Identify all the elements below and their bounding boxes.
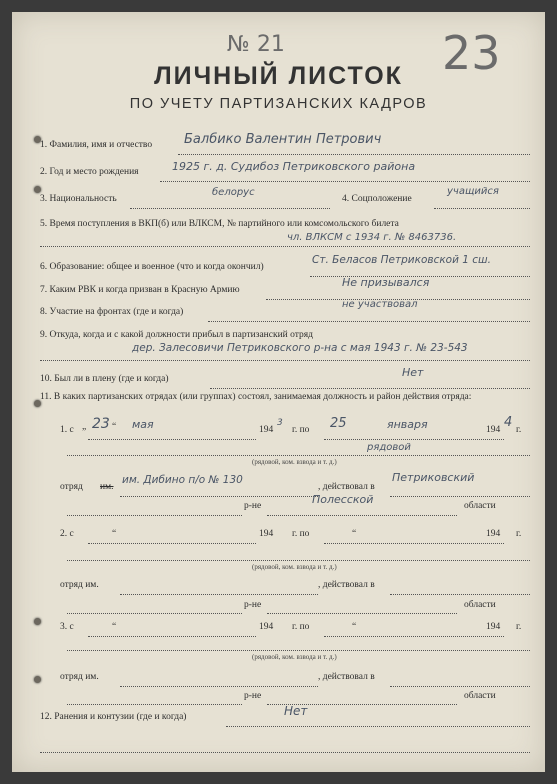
field-3-label: 3. Национальность	[40, 194, 117, 204]
field-5-value: чл. ВЛКСМ с 1934 г. № 8463736.	[287, 232, 457, 243]
field-3-line	[130, 208, 330, 209]
field-4-label: 4. Соцположение	[342, 194, 412, 204]
entry-2-unit-line	[120, 594, 318, 595]
entry-3-oblast-label: области	[464, 691, 496, 701]
punch-hole	[34, 618, 41, 625]
field-8-line	[208, 321, 530, 322]
entry-3-line-from	[88, 636, 256, 637]
document-sheet	[12, 12, 545, 772]
field-12-value: Нет	[284, 704, 308, 718]
entry-3-position-hint: (рядовой, ком. взвода и т. д.)	[252, 653, 337, 661]
entry-2-num: 2. с	[60, 529, 74, 539]
entry-3-num: 3. с	[60, 622, 74, 632]
field-1-line	[178, 154, 530, 155]
entry-3-rayon: р-не	[244, 691, 262, 701]
entry-2-position-hint: (рядовой, ком. взвода и т. д.)	[252, 563, 337, 571]
entry-1-to-word: г. по	[292, 425, 310, 435]
entry-2-quote-close: “	[112, 529, 117, 539]
entry-1-otryad: отряд	[60, 482, 83, 492]
entry-1-unit-line	[120, 496, 318, 497]
entry-1-oblast-line	[267, 515, 457, 516]
field-7-label: 7. Каким РВК и когда призван в Красную Армию	[40, 285, 240, 295]
entry-3-to-word: г. по	[292, 622, 310, 632]
field-3-value: белорус	[212, 187, 255, 198]
entry-1-region-line	[390, 496, 530, 497]
field-1-label: 1. Фамилия, имя и отчество	[40, 140, 153, 150]
entry-3-quote-close-2: “	[352, 622, 357, 632]
entry-1-im-strike: им.	[100, 482, 114, 492]
entry-1-unit: им. Дибино п/о № 130	[122, 474, 243, 486]
entry-2-rayon-line	[67, 613, 242, 614]
entry-1-acted-in: , действовал в	[318, 482, 375, 492]
entry-2-acted-in: , действовал в	[318, 580, 375, 590]
entry-2-year-prefix: 194	[259, 529, 274, 539]
entry-3-unit-line	[120, 686, 318, 687]
entry-1-year-prefix: 194	[259, 425, 274, 435]
entry-3-region-line	[390, 686, 530, 687]
field-9-label: 9. Откуда, когда и с какой должности прибыл в партизанский отряд	[40, 330, 313, 340]
field-5-label: 5. Время поступления в ВКП(б) или ВЛКСМ, № партийного или комсомольского билета	[40, 219, 399, 229]
entry-3-line-to	[324, 636, 504, 637]
field-11-label	[40, 390, 536, 404]
field-12-label: 12. Ранения и контузии (где и когда)	[40, 712, 187, 722]
field-8-value: не участвовал	[342, 299, 418, 310]
field-9-value: дер. Залесовичи Петриковского р-на с мая 1943 г. № 23-543	[132, 342, 468, 354]
field-9-line	[40, 360, 530, 361]
entry-2-year-prefix-2: 194	[486, 529, 501, 539]
field-4-line	[434, 208, 530, 209]
entry-2-line-to	[324, 543, 504, 544]
entry-2-line-from	[88, 543, 256, 544]
entry-2-position-line	[67, 560, 530, 561]
entry-2-rayon: р-не	[244, 600, 262, 610]
entry-1-year-suffix: г.	[516, 425, 522, 435]
entry-1-position-hint: (рядовой, ком. взвода и т. д.)	[252, 458, 337, 466]
field-10-label: 10. Был ли в плену (где и когда)	[40, 374, 169, 384]
entry-2-region-line	[390, 594, 530, 595]
entry-3-year-prefix: 194	[259, 622, 274, 632]
entry-1-rayon: р-не	[244, 501, 262, 511]
field-6-label: 6. Образование: общее и военное (что и когда окончил)	[40, 262, 264, 272]
entry-2-quote-close-2: “	[352, 529, 357, 539]
page-title: ЛИЧНЫЙ ЛИСТОК	[154, 62, 403, 90]
entry-1-line-to	[324, 439, 504, 440]
entry-1-oblast-label: области	[464, 501, 496, 511]
entry-1-quote-close: “	[112, 422, 117, 432]
entry-1-year-prefix-2: 194	[486, 425, 501, 435]
field-1-value: Балбико Валентин Петрович	[184, 132, 382, 147]
entry-1-to-year: 4	[504, 415, 513, 430]
entry-1-from-year: 3	[277, 418, 283, 428]
entry-1-quote-open: „	[82, 422, 87, 432]
field-7-value: Не призывался	[342, 276, 430, 289]
entry-1-line-from	[88, 439, 256, 440]
entry-2-otryad: отряд им.	[60, 580, 99, 590]
entry-3-year-prefix-2: 194	[486, 622, 501, 632]
entry-1-to-month: января	[387, 418, 428, 431]
field-5-line	[40, 246, 530, 247]
entry-3-quote-close: “	[112, 622, 117, 632]
archive-number: 23	[442, 26, 501, 80]
number-mark: № 21	[227, 32, 285, 57]
entry-1-from-month: мая	[132, 418, 154, 431]
field-10-value: Нет	[402, 366, 424, 379]
entry-3-acted-in: , действовал в	[318, 672, 375, 682]
entry-1-to-day: 25	[330, 416, 347, 431]
entry-3-year-suffix: г.	[516, 622, 522, 632]
entry-1-position: рядовой	[367, 442, 411, 453]
entry-1-region: Петриковский	[392, 471, 475, 484]
entry-2-oblast-label: области	[464, 600, 496, 610]
entry-2-year-suffix: г.	[516, 529, 522, 539]
entry-1-rayon-line	[67, 515, 242, 516]
entry-3-rayon-line	[67, 704, 242, 705]
field-2-label: 2. Год и место рождения	[40, 167, 139, 177]
field-4-value: учащийся	[447, 186, 499, 197]
entry-2-to-word: г. по	[292, 529, 310, 539]
field-10-line	[210, 388, 530, 389]
punch-hole	[34, 186, 41, 193]
field-2-line	[160, 181, 530, 182]
entry-1-num: 1. с	[60, 425, 74, 435]
punch-hole	[34, 676, 41, 683]
entry-3-otryad: отряд им.	[60, 672, 99, 682]
field-11-text: 11. В каких партизанских отрядах (или группах) состоял, занимаемая должность и район действия отряда:	[40, 392, 472, 402]
entry-1-position-line	[67, 455, 530, 456]
entry-2-oblast-line	[267, 613, 457, 614]
entry-3-position-line	[67, 650, 530, 651]
entry-1-oblast: Полесской	[312, 493, 374, 506]
entry-1-from-day: 23	[92, 416, 110, 432]
field-8-label: 8. Участие на фронтах (где и когда)	[40, 307, 184, 317]
field-2-value: 1925 г. д. Судибоз Петриковского района	[172, 160, 416, 173]
field-12-line	[226, 726, 530, 727]
page-subtitle: ПО УЧЕТУ ПАРТИЗАНСКИХ КАДРОВ	[129, 96, 428, 112]
field-12-line-2	[40, 752, 530, 753]
field-6-value: Ст. Беласов Петриковской 1 сш.	[312, 254, 492, 266]
